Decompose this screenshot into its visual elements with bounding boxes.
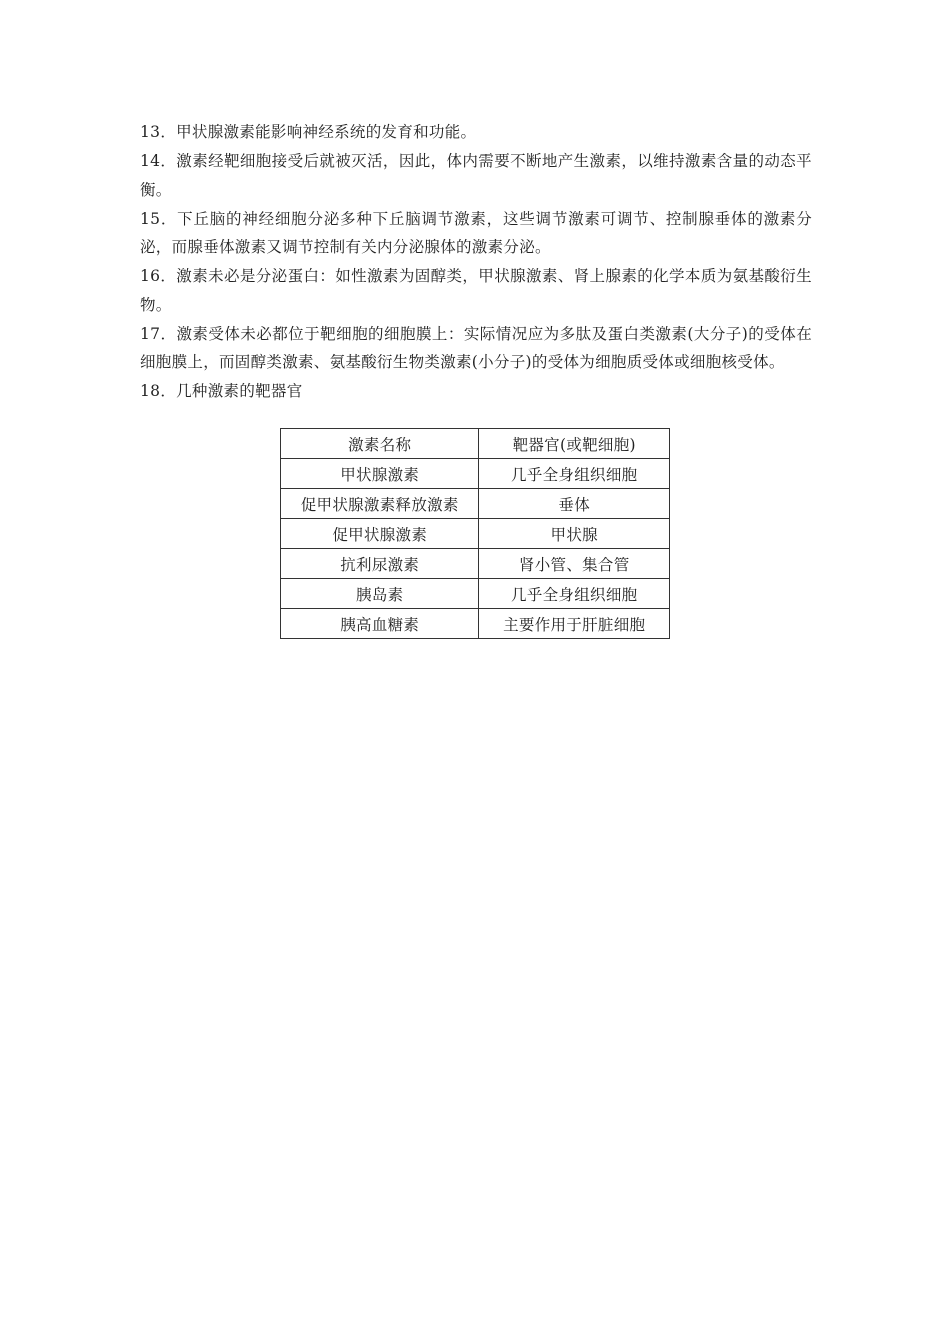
hormone-cell: 促甲状腺激素释放激素 bbox=[281, 489, 479, 519]
hormone-cell: 抗利尿激素 bbox=[281, 549, 479, 579]
hormone-cell: 甲状腺激素 bbox=[281, 459, 479, 489]
paragraph-18-heading: 18．几种激素的靶器官 bbox=[140, 382, 303, 400]
document-body bbox=[140, 118, 812, 406]
target-cell: 几乎全身组织细胞 bbox=[479, 579, 670, 609]
table-row bbox=[281, 579, 670, 609]
table-header-row bbox=[281, 429, 670, 459]
table-row bbox=[281, 459, 670, 489]
header-hormone-name: 激素名称 bbox=[281, 429, 479, 459]
table-row bbox=[281, 549, 670, 579]
hormone-cell: 胰岛素 bbox=[281, 579, 479, 609]
paragraph-16: 16．激素未必是分泌蛋白：如性激素为固醇类，甲状腺激素、肾上腺素的化学本质为氨基酸衍生物。 bbox=[140, 267, 812, 314]
target-cell: 垂体 bbox=[479, 489, 670, 519]
table-row bbox=[281, 519, 670, 549]
hormone-cell: 胰高血糖素 bbox=[281, 609, 479, 639]
header-target-organ: 靶器官(或靶细胞) bbox=[479, 429, 670, 459]
paragraph-14: 14．激素经靶细胞接受后就被灭活，因此，体内需要不断地产生激素，以维持激素含量的动态平衡。 bbox=[140, 152, 812, 199]
hormone-target-table bbox=[280, 428, 670, 639]
table-row bbox=[281, 489, 670, 519]
target-cell: 主要作用于肝脏细胞 bbox=[479, 609, 670, 639]
target-cell: 几乎全身组织细胞 bbox=[479, 459, 670, 489]
table-row bbox=[281, 609, 670, 639]
paragraph-17: 17．激素受体未必都位于靶细胞的细胞膜上：实际情况应为多肽及蛋白类激素(大分子)的受体在细胞膜上，而固醇类激素、氨基酸衍生物类激素(小分子)的受体为细胞质受体或细胞核受体。 bbox=[140, 324, 812, 371]
paragraph-15: 15．下丘脑的神经细胞分泌多种下丘脑调节激素，这些调节激素可调节、控制腺垂体的激素分泌，而腺垂体激素又调节控制有关内分泌腺体的激素分泌。 bbox=[140, 209, 812, 256]
target-cell: 肾小管、集合管 bbox=[479, 549, 670, 579]
paragraph-13: 13．甲状腺激素能影响神经系统的发育和功能。 bbox=[140, 123, 477, 141]
target-cell: 甲状腺 bbox=[479, 519, 670, 549]
hormone-cell: 促甲状腺激素 bbox=[281, 519, 479, 549]
